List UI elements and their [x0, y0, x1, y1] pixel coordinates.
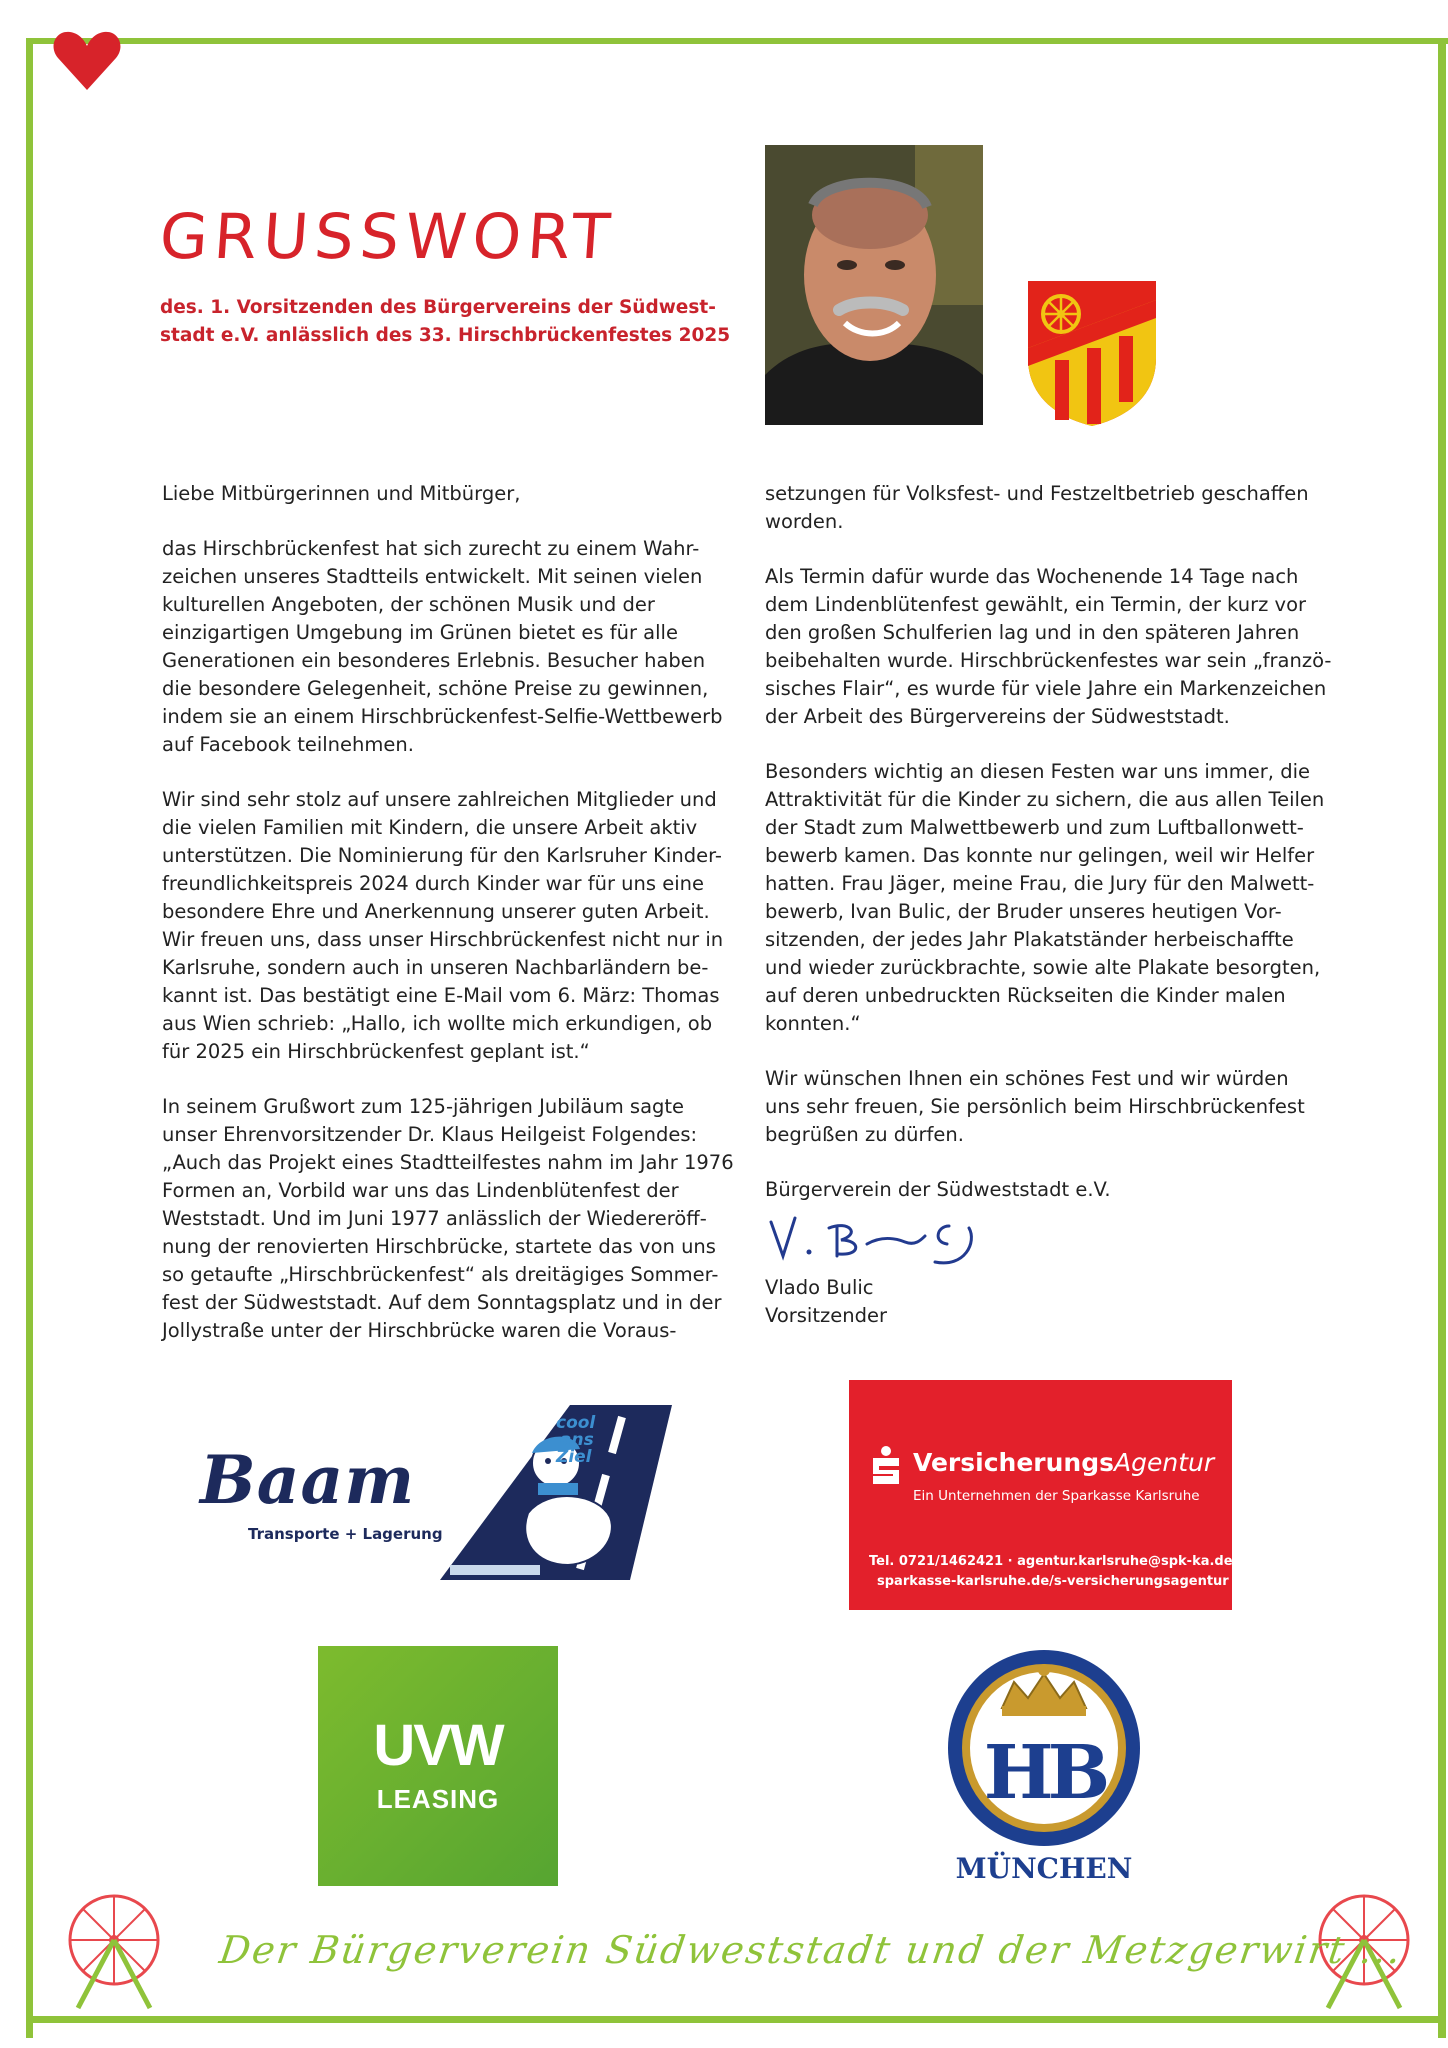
- text-line: Jollystraße unter der Hirschbrücke waren die Voraus-: [162, 1319, 677, 1342]
- paragraph: [162, 535, 722, 759]
- text-line: bewerb, Ivan Bulic, der Bruder unseres heutigen Vor-: [765, 900, 1282, 923]
- hb-city: MÜNCHEN: [955, 1852, 1133, 1885]
- text-line: dem Lindenblütenfest gewählt, ein Termin, der kurz vor: [765, 593, 1307, 616]
- uvw-subword: LEASING: [376, 1784, 500, 1814]
- text-line: hatten. Frau Jäger, meine Frau, die Jury für den Malwett-: [765, 872, 1315, 895]
- text-line: unterstützen. Die Nominierung für den Karlsruher Kinder-: [162, 844, 722, 867]
- ferris-wheel-icon: [60, 1890, 168, 2010]
- hofbraeuhaus-logo: [944, 1648, 1144, 1888]
- brand-italic-text: Agentur: [1114, 1448, 1215, 1477]
- text-line: so getaufte „Hirschbrückenfest“ als dreitägiges Sommer-: [162, 1263, 719, 1286]
- text-line: die vielen Familien mit Kindern, die unsere Arbeit aktiv: [162, 816, 698, 839]
- text-line: setzungen für Volksfest- und Festzeltbetrieb geschaffen: [765, 482, 1309, 505]
- text-line: der Arbeit des Bürgervereins der Südweststadt.: [765, 705, 1230, 728]
- baam-slogan: [556, 1415, 595, 1466]
- text-line: die besondere Gelegenheit, schöne Preise zu gewinnen,: [162, 677, 709, 700]
- brand-text: Versicherungs: [913, 1448, 1114, 1477]
- frame-right: [1438, 38, 1446, 2038]
- text-line: beibehalten wurde. Hirschbrückenfestes war sein „franzö-: [765, 649, 1332, 672]
- text-line: für 2025 ein Hirschbrückenfest geplant ist.“: [162, 1040, 590, 1063]
- text-line: auf deren unbedruckten Rückseiten die Kinder malen: [765, 984, 1286, 1007]
- text-line: Besonders wichtig an diesen Festen war uns immer, die: [765, 760, 1310, 783]
- text-line: Weststadt. Und im Juni 1977 anlässlich der Wiedereröff-: [162, 1207, 707, 1230]
- text-line: worden.: [765, 510, 844, 533]
- coat-of-arms-icon: [1025, 278, 1159, 428]
- uvw-wordmark: UVW: [373, 1713, 503, 1778]
- text-line: der Stadt zum Malwettbewerb und zum Luftballonwett-: [765, 816, 1304, 839]
- paragraph: [765, 480, 1325, 536]
- hb-monogram: HB: [983, 1730, 1105, 1816]
- text-line: nung der renovierten Hirschbrücke, startete das von uns: [162, 1235, 716, 1258]
- text-line: zeichen unseres Stadtteils entwickelt. Mit seinen vielen: [162, 565, 703, 588]
- text-line: Wir wünschen Ihnen ein schönes Fest und wir würden: [765, 1067, 1289, 1090]
- text-line: Formen an, Vorbild war uns das Lindenblütenfest der: [162, 1179, 679, 1202]
- text-line: Wir sind sehr stolz auf unsere zahlreichen Mitglieder und: [162, 788, 717, 811]
- text-line: und wieder zurückbrachte, sowie alte Plakate besorgten,: [765, 956, 1321, 979]
- baam-logo: [200, 1405, 680, 1585]
- right-column: [765, 480, 1332, 1330]
- text-line: das Hirschbrückenfest hat sich zurecht zu einem Wahr-: [162, 537, 700, 560]
- paragraph: [162, 1093, 734, 1345]
- sparkasse-logo: [849, 1380, 1232, 1610]
- text-line: begrüßen zu dürfen.: [765, 1123, 964, 1146]
- subtitle-line: des. 1. Vorsitzenden des Bürgervereins der Südwest-: [160, 297, 716, 318]
- sparkasse-web: sparkasse-karlsruhe.de/s-versicherungsagentur: [877, 1574, 1229, 1589]
- sparkasse-brand: [913, 1448, 1214, 1477]
- baam-tagline: Transporte + Lagerung: [248, 1525, 443, 1543]
- paragraph: [162, 786, 722, 1066]
- page-title: GRUSSWORT: [157, 200, 619, 273]
- portrait-photo: [765, 145, 983, 425]
- page-subtitle: [160, 294, 731, 350]
- slogan-line: Ziel: [556, 1447, 592, 1467]
- paragraph: [765, 563, 1332, 731]
- uvw-leasing-logo: [318, 1646, 558, 1886]
- text-line: unser Ehrenvorsitzender Dr. Klaus Heilgeist Folgendes:: [162, 1123, 698, 1146]
- text-line: Generationen ein besonderes Erlebnis. Besucher haben: [162, 649, 706, 672]
- text-line: Wir freuen uns, dass unser Hirschbrückenfest nicht nur in: [162, 928, 724, 951]
- paragraph: [765, 1065, 1325, 1149]
- subtitle-line: stadt e.V. anlässlich des 33. Hirschbrückenfestes 2025: [160, 325, 731, 346]
- text-line: indem sie an einem Hirschbrückenfest-Selfie-Wettbewerb: [162, 705, 723, 728]
- text-line: bewerb kamen. Das konnte nur gelingen, weil wir Helfer: [765, 844, 1315, 867]
- text-line: kulturellen Angeboten, der schönen Musik und der: [162, 593, 655, 616]
- sparkasse-contact: Tel. 0721/1462421 · agentur.karlsruhe@spk-ka.de: [869, 1554, 1233, 1569]
- baam-wordmark: Baam: [200, 1441, 416, 1519]
- text-line: Attraktivität für die Kinder zu sichern, die aus allen Teilen: [765, 788, 1325, 811]
- frame-top: [30, 38, 1448, 44]
- greeting: Liebe Mitbürgerinnen und Mitbürger,: [162, 482, 521, 505]
- left-column: [162, 480, 734, 1372]
- paragraph: [765, 758, 1325, 1038]
- text-line: aus Wien schrieb: „Hallo, ich wollte mich erkundigen, ob: [162, 1012, 713, 1035]
- signer-role: Vorsitzender: [765, 1304, 887, 1327]
- frame-left: [26, 38, 33, 2038]
- sparkasse-subline: Ein Unternehmen der Sparkasse Karlsruhe: [913, 1488, 1200, 1504]
- text-line: den großen Schulferien lag und in den späteren Jahren: [765, 621, 1300, 644]
- text-line: Karlsruhe, sondern auch in unseren Nachbarländern be-: [162, 956, 709, 979]
- frame-bottom: [26, 2016, 1446, 2023]
- text-line: kannt ist. Das bestätigt eine E-Mail vom 6. März: Thomas: [162, 984, 720, 1007]
- text-line: In seinem Grußwort zum 125-jährigen Jubiläum sagte: [162, 1095, 685, 1118]
- text-line: auf Facebook teilnehmen.: [162, 733, 414, 756]
- heart-icon: [52, 30, 122, 92]
- text-line: konnten.“: [765, 1012, 861, 1035]
- text-line: „Auch das Projekt eines Stadtteilfestes nahm im Jahr 1976: [162, 1151, 734, 1174]
- footer-slogan: Der Bürgerverein Südweststadt und der Metzgerwirt ...: [216, 1928, 1406, 1972]
- signer-name: Vlado Bulic: [765, 1276, 874, 1299]
- text-line: besondere Ehre und Anerkennung unserer guten Arbeit.: [162, 900, 710, 923]
- slogan-line: ans: [560, 1430, 594, 1450]
- text-line: fest der Südweststadt. Auf dem Sonntagsplatz und in der: [162, 1291, 722, 1314]
- text-line: uns sehr freuen, Sie persönlich beim Hirschbrückenfest: [765, 1095, 1305, 1118]
- text-line: Als Termin dafür wurde das Wochenende 14 Tage nach: [765, 565, 1299, 588]
- slogan-line: cool: [556, 1413, 596, 1433]
- signature-icon: [765, 1212, 1005, 1274]
- text-line: einzigartigen Umgebung im Grünen bietet es für alle: [162, 621, 678, 644]
- sparkasse-s-icon: [869, 1446, 903, 1486]
- text-line: sisches Flair“, es wurde für viele Jahre ein Markenzeichen: [765, 677, 1327, 700]
- text-line: sitzenden, der jedes Jahr Plakatständer herbeischaffte: [765, 928, 1294, 951]
- text-line: freundlichkeitspreis 2024 durch Kinder war für uns eine: [162, 872, 705, 895]
- organization-name: Bürgerverein der Südweststadt e.V.: [765, 1178, 1111, 1201]
